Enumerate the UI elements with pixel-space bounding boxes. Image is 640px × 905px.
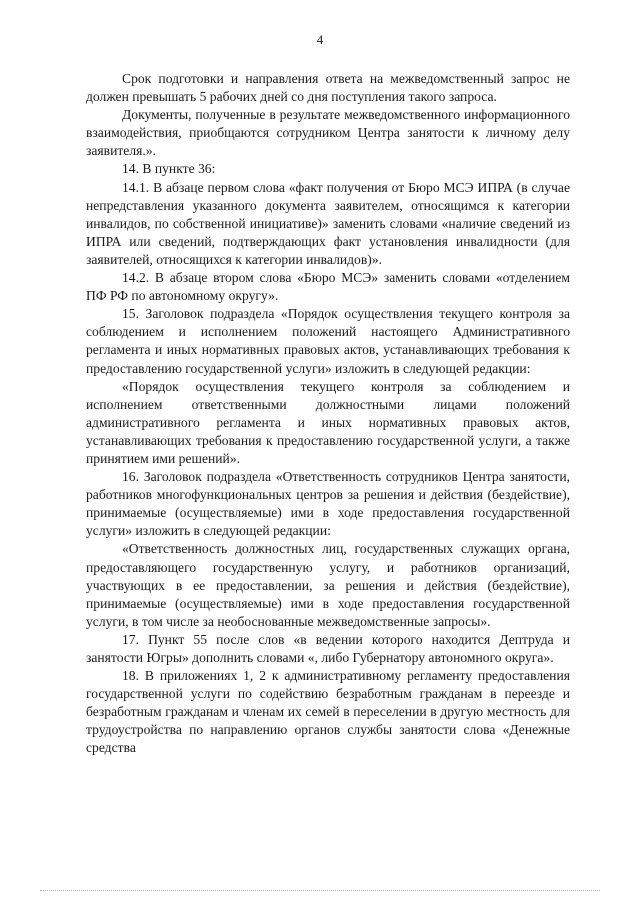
paragraph: 18. В приложениях 1, 2 к административному регламенту предоставления государственной услуги по содействию безработным гражданам в переезде и безработным гражданам и членам их семей в переселении в другую местность для трудоустройства по направлению органов службы занятости слова «Денежные средства — [86, 668, 570, 756]
paragraph: 15. Заголовок подраздела «Порядок осуществления текущего контроля за соблюдением и исполнением положений настоящего Административного регламента и иных нормативных правовых актов, устанавливающих требования к предоставлению государственной услуги» изложить в следующей редакции: — [86, 306, 570, 376]
paragraph: 14.1. В абзаце первом слова «факт получения от Бюро МСЭ ИПРА (в случае непредставления указанного документа заявителем, относящимся к категории инвалидов, по собственной инициативе)» заменить словами «наличие сведений из ИПРА или сведений, подтверждающих факт установления инвалидности (для заявителей, относящихся к категории инвалидов)». — [86, 179, 570, 267]
paragraph: Срок подготовки и направления ответа на межведомственный запрос не должен превышать 5 рабочих дней со дня поступления такого запроса. — [86, 71, 570, 105]
page-number: 4 — [316, 32, 324, 47]
scan-artifact-line — [40, 890, 600, 892]
paragraph: «Ответственность должностных лиц, государственных служащих органа, предоставляющего государственную услугу, и работников организаций, участвующих в ее предоставлении, за решения и действия (бездействие), принимаемые (осуществляемые) ими в ходе предоставления государственной услуги, в том числе за необоснованные межведомственные запросы». — [86, 541, 570, 629]
paragraph: 16. Заголовок подраздела «Ответственность сотрудников Центра занятости, работников многофункциональных центров за решения и действия (бездействие), принимаемые (осуществляемые) ими в ходе предоставления государственной услуги» изложить в следующей редакции: — [86, 469, 570, 539]
paragraph: 17. Пункт 55 после слов «в ведении которого находится Дептруда и занятости Югры» дополнить словами «, либо Губернатору автономного округа». — [86, 631, 570, 665]
paragraph: 14.2. В абзаце втором слова «Бюро МСЭ» заменить словами «отделением ПФ РФ по автономному округу». — [86, 270, 570, 304]
paragraph: Документы, полученные в результате межведомственного информационного взаимодействия, приобщаются сотрудником Центра занятости к личному делу заявителя.». — [86, 107, 570, 159]
document-body — [86, 70, 570, 758]
paragraph: «Порядок осуществления текущего контроля за соблюдением и исполнением ответственными должностными лицами положений административного регламента и иных нормативных правовых актов, устанавливающих требования к предоставлению государственной услуги, а также принятием ими решений». — [86, 378, 570, 466]
paragraph: 14. В пункте 36: — [122, 161, 216, 177]
